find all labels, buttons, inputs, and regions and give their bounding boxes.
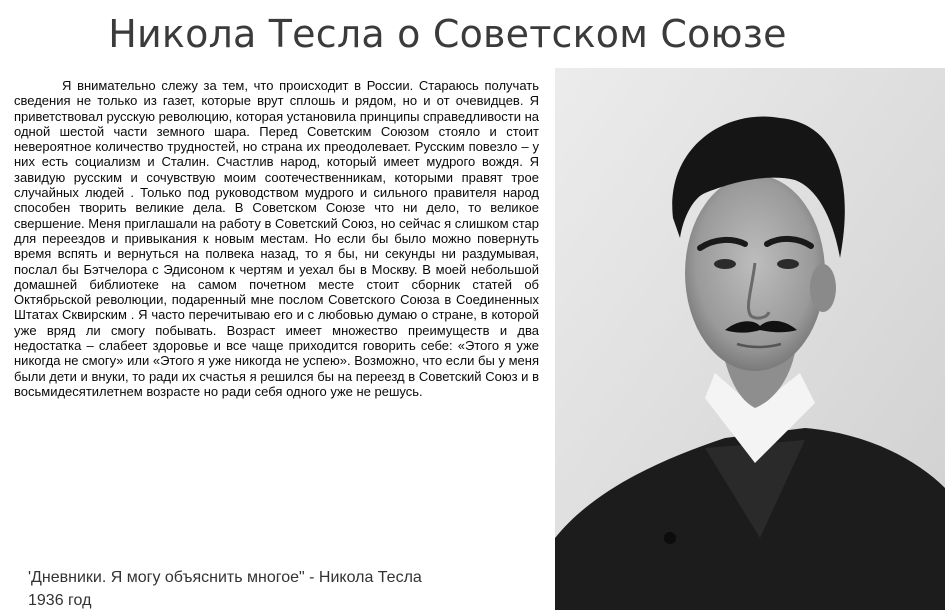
source-title: 'Дневники. Я могу объяснить многое" - Никола Тесла — [28, 569, 422, 586]
quote-text: Я внимательно слежу за тем, что происходит в России. Стараюсь получать сведения не только из газет, которые врут сплошь и рядом, но и от очевидцев. Я приветствовал русскую революцию, которая установила принципы справедливости на одной шестой части земного шара. Перед Советским Союзом стояло и стоит невероятное количество трудностей, но страна их преодолевает. Русским повезло – у них есть социализм и Сталин. Счастлив народ, который имеет мудрого вождя. Я завидую русским и сочувствую моим соотечественникам, которыми правят трое случайных людей . Только под руководством мудрого и сильного правителя народ способен творить великие дела. В Советском Союзе что ни дело, то великое свершение. Меня приглашали на работу в Советский Союз, но сейчас я слишком стар для переездов и привыкания к новым местам. Но если бы было можно повернуть время вспять и вернуться на полвека назад, то я бы, ни секунды ни раздумывая, послал бы Бэтчелора с Эдисоном к чертям и уехал бы в Москву. В моей небольшой домашней библиотеке на самом почетном месте стоит сборник статей об Октябрьской революции, подаренный мне послом Советского Союза в Соединенных Штатах Сквирским . Я часто перечитываю его и с любовью думаю о стране, в которой уже вряд ли смогу побывать. Возраст имеет множество преимуществ и два недостатка – слабеет здоровье и все чаще приходится говорить себе: «Этого я уже никогда не смогу» или «Этого я уже никогда не успею». Возможно, что если бы у меня были дети и внуки, то ради их счастья я решился бы на переезд в Советский Союз и в восьмидесятилетнем возрасте но ради себя одного уже не решусь. — [14, 78, 539, 399]
source-year: 1936 год — [28, 592, 92, 609]
page-title: Никола Тесла о Советском Союзе — [108, 12, 787, 56]
quote-source — [28, 566, 528, 612]
portrait-photo — [555, 68, 945, 610]
portrait-illustration — [555, 68, 945, 610]
